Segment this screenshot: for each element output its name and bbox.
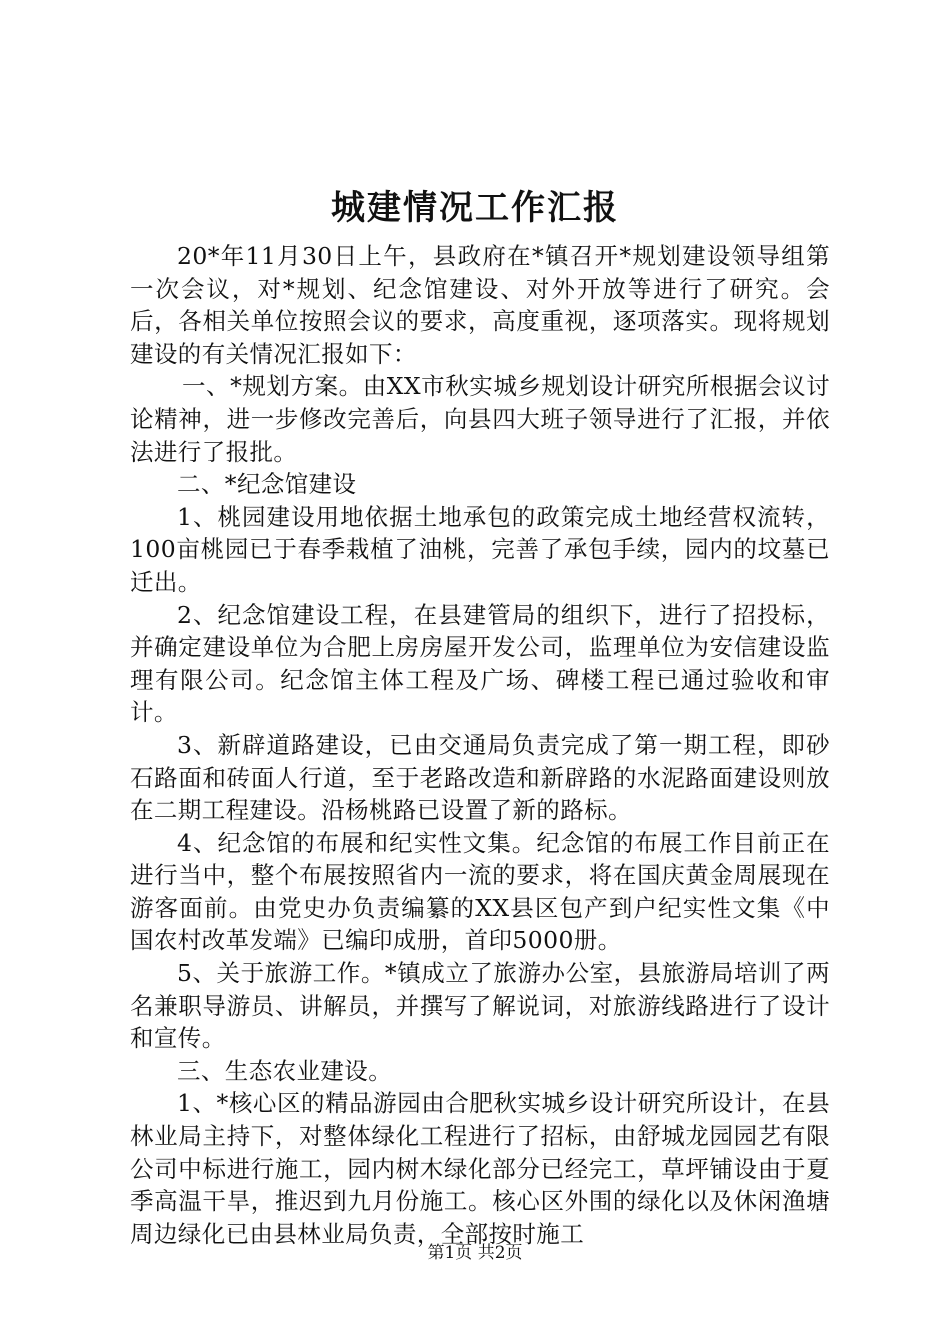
section-2-item-1: 1、桃园建设用地依据土地承包的政策完成土地经营权流转，100亩桃园已于春季栽植了油桃，完善了承包手续，园内的坟墓已迁出。 — [130, 502, 830, 596]
section-2-item-5: 5、关于旅游工作。*镇成立了旅游办公室，县旅游局培训了两名兼职导游员、讲解员，并撰写了解说词，对旅游线路进行了设计和宣传。 — [130, 959, 830, 1053]
section-3-item-1: 1、*核心区的精品游园由合肥秋实城乡设计研究所设计，在县林业局主持下，对整体绿化工程进行了招标，由舒城龙园园艺有限公司中标进行施工，园内树木绿化部分已经完工，草坪铺设由于夏季高温干旱，推迟到九月份施工。核心区外围的绿化以及休闲渔塘周边绿化已由县林业局负责，全部按时施工 — [130, 1089, 830, 1248]
intro-paragraph: 20*年11月30日上午，县政府在*镇召开*规划建设领导组第一次会议，对*规划、纪念馆建设、对外开放等进行了研究。会后，各相关单位按照会议的要求，高度重视，逐项落实。现将规划建设的有关情况汇报如下： — [130, 242, 830, 368]
section-2-heading: 二、*纪念馆建设 — [177, 470, 357, 499]
section-2-item-3: 3、新辟道路建设，已由交通局负责完成了第一期工程，即砂石路面和砖面人行道，至于老路改造和新辟路的水泥路面建设则放在二期工程建设。沿杨桃路已设置了新的路标。 — [130, 730, 830, 825]
section-3-heading: 三、生态农业建设。 — [177, 1056, 393, 1085]
section-2-item-2: 2、纪念馆建设工程，在县建管局的组织下，进行了招投标，并确定建设单位为合肥上房房屋开发公司，监理单位为安信建设监理有限公司。纪念馆主体工程及广场、碑楼工程已通过验收和审计。 — [130, 600, 830, 727]
section-1-paragraph: 一、*规划方案。由XX市秋实城乡规划设计研究所根据会议讨论精神，进一步修改完善后，向县四大班子领导进行了汇报，并依法进行了报批。 — [130, 372, 830, 466]
page-number-footer: 第1页 共2页 — [427, 1243, 523, 1263]
document-title: 城建情况工作汇报 — [331, 188, 619, 228]
document-body — [130, 240, 830, 1250]
section-2-item-4: 4、纪念馆的布展和纪实性文集。纪念馆的布展工作目前正在进行当中，整个布展按照省内一流的要求，将在国庆黄金周展现在游客面前。由党史办负责编纂的XX县区包产到户纪实性文集《中国农村改革发端》已编印成册，首印5000册。 — [130, 828, 830, 955]
